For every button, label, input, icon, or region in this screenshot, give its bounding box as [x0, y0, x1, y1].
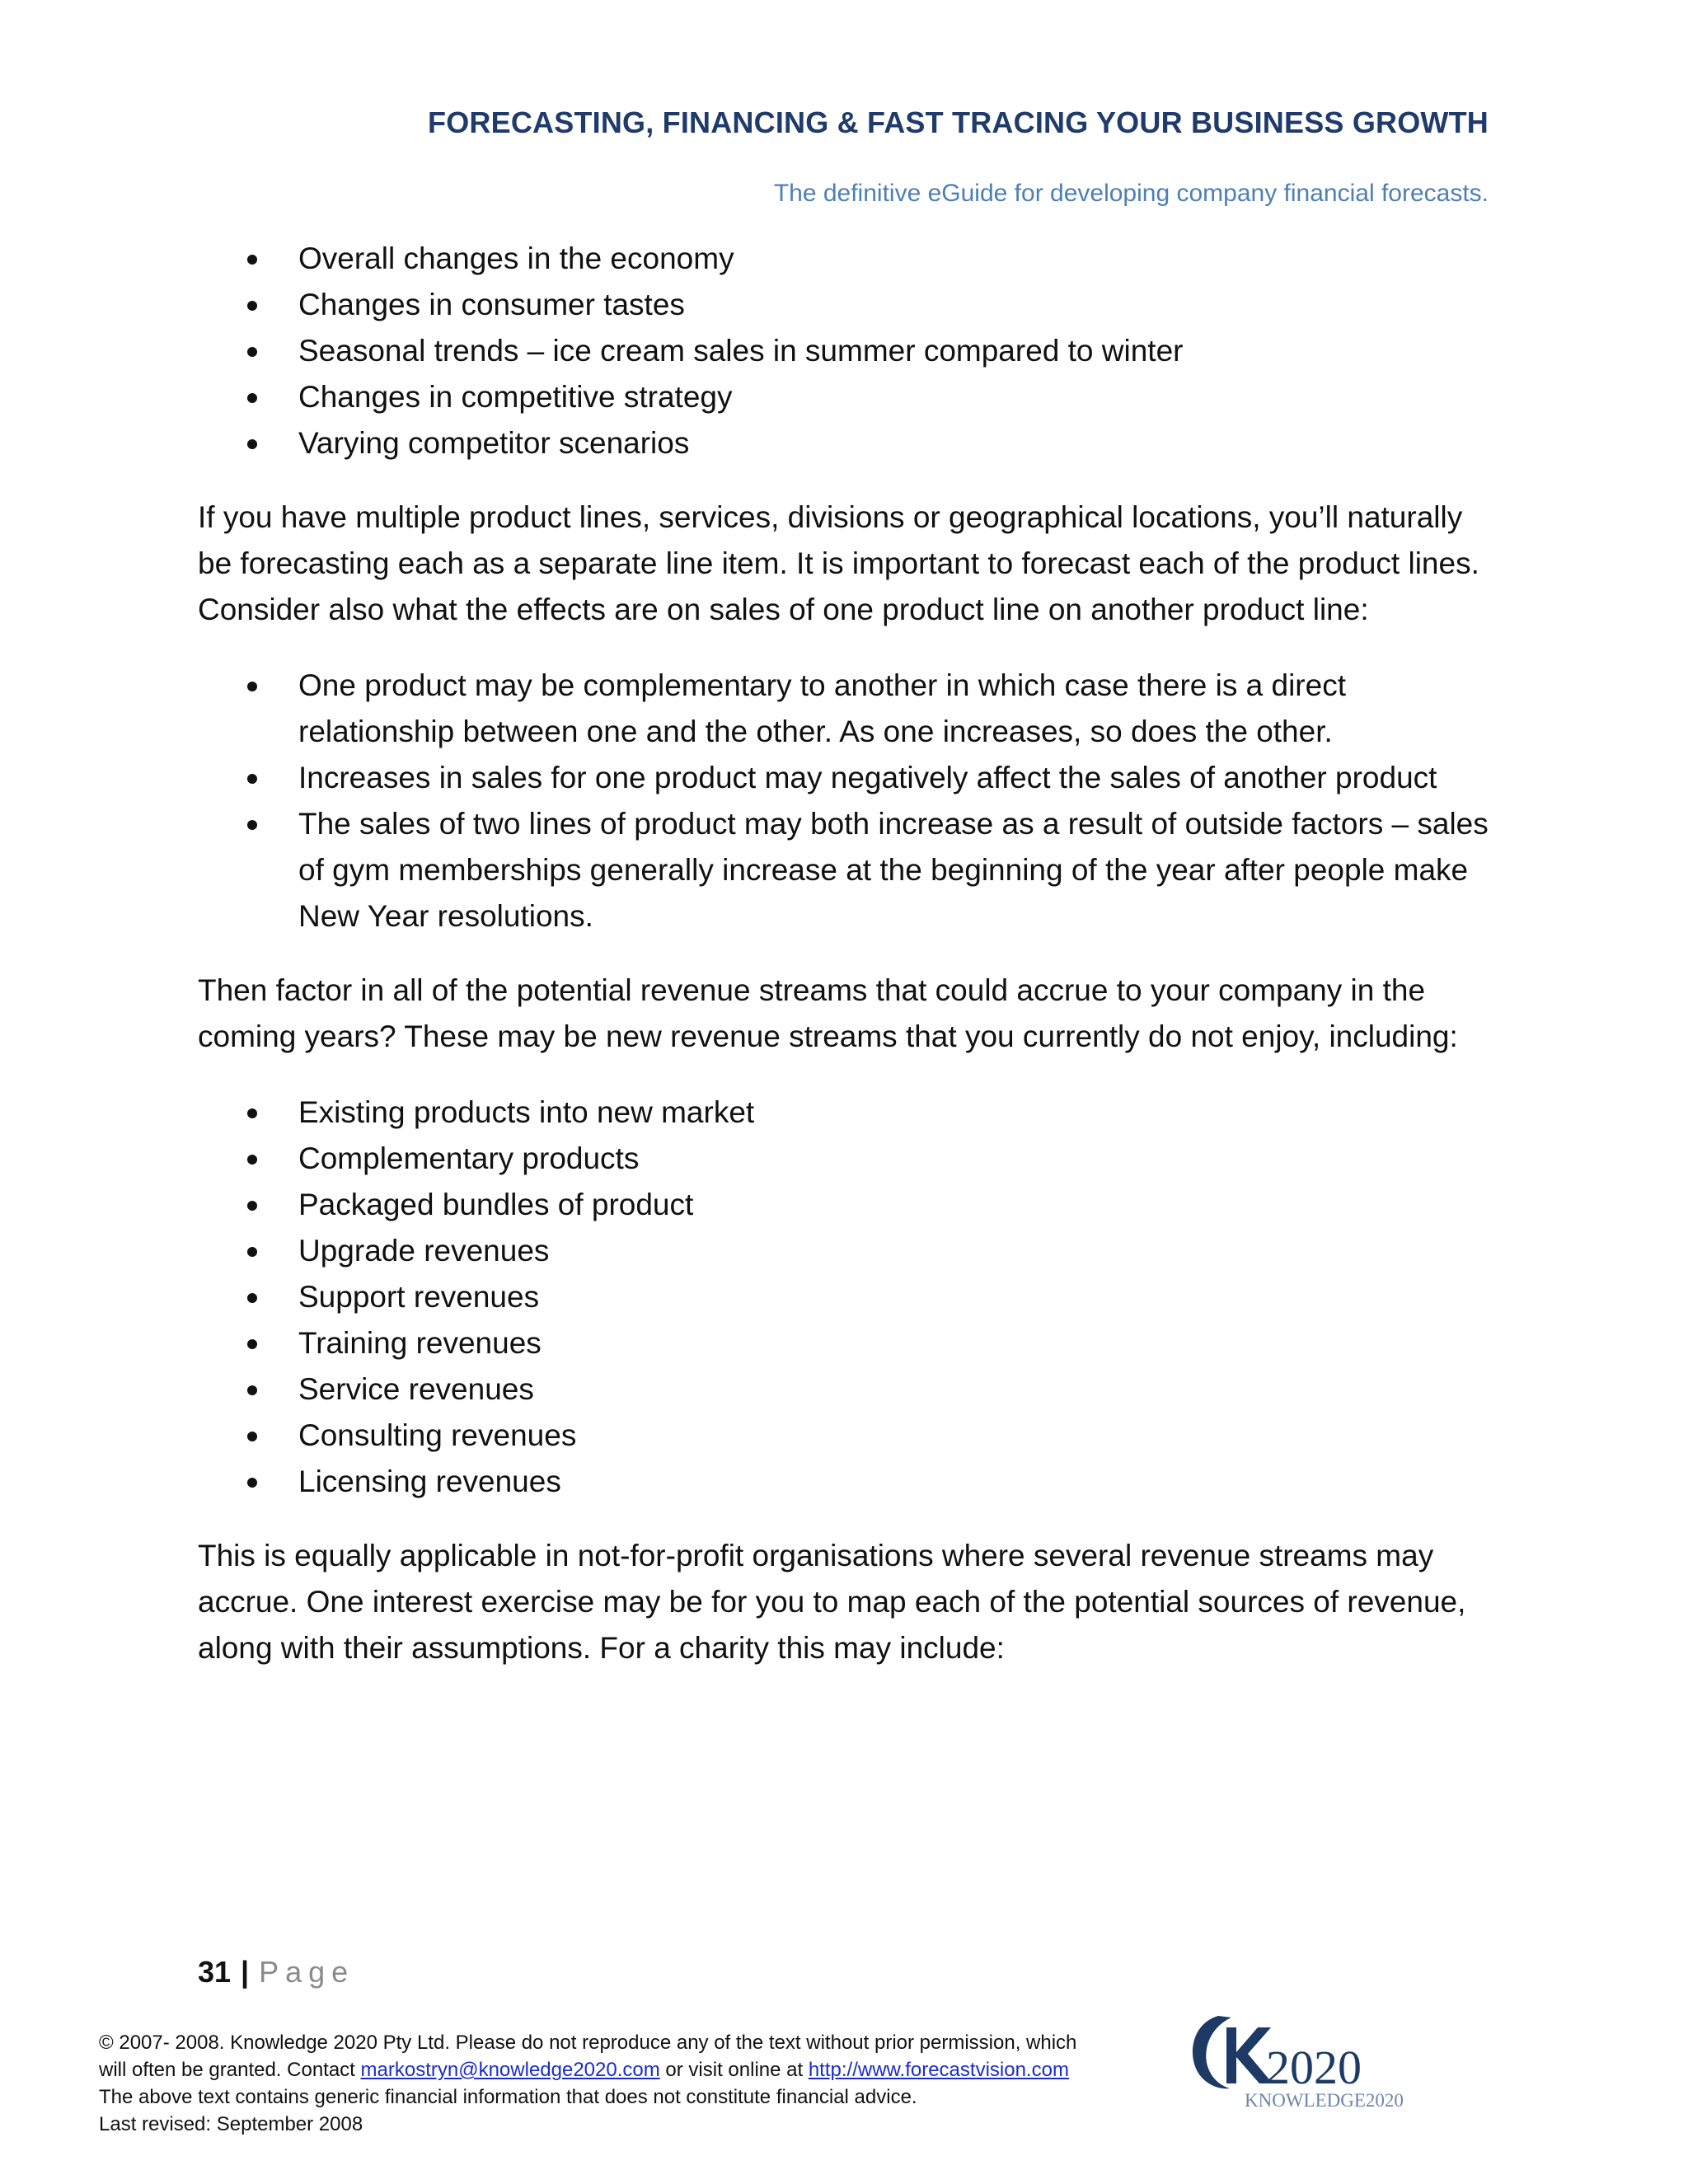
- list-item-text: Licensing revenues: [298, 1465, 561, 1498]
- revenue-streams-list: [198, 1090, 1493, 1505]
- footer-contact: [99, 2056, 1170, 2083]
- bullet-icon: [247, 1108, 257, 1118]
- header-subtitle: The definitive eGuide for developing company financial forecasts.: [773, 180, 1489, 207]
- bullet-icon: [247, 1478, 257, 1488]
- bullet-icon: [247, 820, 257, 830]
- bullet-icon: [247, 1385, 257, 1395]
- paragraph-product-lines: If you have multiple product lines, services, divisions or geographical locations, you’ll naturally be forecasting each as a separate line item. It is important to forecast each of the product lines. Consider also what the effects are on sales of one product line on another product line:: [198, 500, 1479, 626]
- list-item-text: Increases in sales for one product may negatively affect the sales of another product: [298, 761, 1437, 794]
- footer-contact-prefix: will often be granted. Contact: [99, 2059, 361, 2081]
- footer-copyright: © 2007- 2008. Knowledge 2020 Pty Ltd. Please do not reproduce any of the text without prior permission, which: [99, 2032, 1077, 2054]
- list-item: [198, 236, 1493, 282]
- list-item: [198, 374, 1493, 420]
- bullet-icon: [247, 1293, 257, 1303]
- list-item: [198, 1090, 1493, 1136]
- bullet-icon: [247, 1432, 257, 1441]
- list-item-text: Service revenues: [298, 1372, 534, 1406]
- list-item-text: Changes in competitive strategy: [298, 380, 733, 414]
- list-item-text: Consulting revenues: [298, 1418, 577, 1452]
- knowledge2020-logo: [1179, 1998, 1426, 2113]
- list-item-text: Support revenues: [298, 1280, 540, 1314]
- paragraph-revenue-streams: Then factor in all of the potential revenue streams that could accrue to your company in the coming years? These may be new revenue streams that you currently do not enjoy, including:: [198, 973, 1458, 1053]
- list-item: [198, 328, 1493, 374]
- logo-knowledge-text: KNOWLEDGE2020: [1245, 2090, 1404, 2111]
- list-item-text: Existing products into new market: [298, 1095, 755, 1129]
- bullet-icon: [247, 1155, 257, 1165]
- list-item-text: The sales of two lines of product may both increase as a result of outside factors – sales of gym memberships generally increase at the beginning of the year after people make New Year resolutions.: [298, 807, 1489, 933]
- page-word: Page: [259, 1955, 355, 1989]
- list-item: [198, 1182, 1493, 1228]
- product-effects-list: [198, 663, 1493, 940]
- bullet-icon: [247, 682, 257, 691]
- list-item: [198, 1366, 1493, 1413]
- footer-contact-middle: or visit online at: [659, 2059, 809, 2081]
- footer: [99, 2029, 1170, 2138]
- page-number-value: 31: [198, 1955, 232, 1989]
- bullet-icon: [247, 347, 257, 357]
- list-item: [198, 282, 1493, 328]
- bullet-icon: [247, 393, 257, 403]
- list-item-text: Overall changes in the economy: [298, 241, 734, 275]
- list-item: [198, 755, 1493, 801]
- list-item: [198, 420, 1493, 466]
- list-item-text: Training revenues: [298, 1326, 542, 1360]
- economy-factors-list: [198, 236, 1493, 466]
- list-item-text: Seasonal trends – ice cream sales in summer compared to winter: [298, 334, 1184, 368]
- header-title: FORECASTING, FINANCING & FAST TRACING YOUR BUSINESS GROWTH: [428, 105, 1489, 139]
- list-item: [198, 1320, 1493, 1366]
- logo-2020-text: 2020: [1266, 2041, 1362, 2094]
- bullet-icon: [247, 774, 257, 784]
- paragraph-not-for-profit: This is equally applicable in not-for-profit organisations where several revenue streams may accrue. One interest exercise may be for you to map each of the potential sources of revenue, along with their assumptions. For a charity this may include:: [198, 1539, 1466, 1665]
- page-separator: |: [241, 1955, 250, 1989]
- list-item-text: Upgrade revenues: [298, 1234, 550, 1268]
- list-item-text: Changes in consumer tastes: [298, 288, 685, 321]
- list-item-text: One product may be complementary to another in which case there is a direct relationship between one and the other. As one increases, so does the other.: [298, 668, 1346, 748]
- list-item: [198, 1228, 1493, 1274]
- list-item-text: Complementary products: [298, 1141, 640, 1175]
- footer-revised: Last revised: September 2008: [99, 2113, 363, 2135]
- list-item: [198, 1274, 1493, 1320]
- list-item: [198, 1413, 1493, 1459]
- list-item: [198, 801, 1493, 940]
- page-number: [198, 1955, 354, 1990]
- bullet-icon: [247, 439, 257, 449]
- email-link[interactable]: markostryn@knowledge2020.com: [360, 2059, 660, 2081]
- website-link[interactable]: http://www.forecastvision.com: [808, 2059, 1069, 2081]
- list-item: [198, 1136, 1493, 1182]
- bullet-icon: [247, 301, 257, 311]
- list-item-text: Varying competitor scenarios: [298, 426, 690, 460]
- bullet-icon: [247, 1339, 257, 1349]
- bullet-icon: [247, 255, 257, 265]
- bullet-icon: [247, 1201, 257, 1211]
- bullet-icon: [247, 1247, 257, 1257]
- list-item: [198, 663, 1493, 755]
- list-item: [198, 1459, 1493, 1505]
- footer-disclaimer: The above text contains generic financial information that does not constitute financial advice.: [99, 2086, 917, 2108]
- page-content: [198, 236, 1493, 1671]
- logo-swoosh-icon: [1193, 2016, 1231, 2088]
- list-item-text: Packaged bundles of product: [298, 1188, 694, 1221]
